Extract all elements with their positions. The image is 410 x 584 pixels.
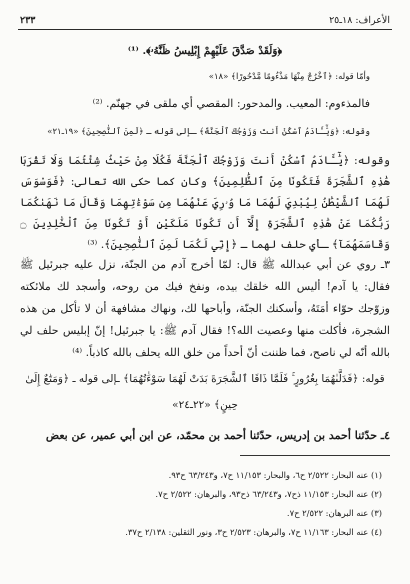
footnote-separator [240, 455, 390, 456]
verse-heading-19-21: وقوله: ﴿وَيَٰٓـَٔادَمُ ٱسْكُنْ أَنتَ وَزَوْجُكَ ٱلْجَنَّةَ﴾ ـإلى قوله ـ ﴿لَمِنَ ٱلنَّٰصِحِينَ﴾ «١٩ـ٢١» [47, 127, 370, 137]
running-head-sura: الأعراف: ١٨ـ٢٥ [329, 15, 390, 26]
footnote-4: (٤) عنه البحار: ١١/١٦٣ ح٧، والبرهان: ٢/٥٢٣ ح٣، ونور الثقلين: ٢/١٣٨ ح٣٧. [125, 527, 382, 537]
header-rule [18, 29, 392, 30]
verse-18-end: ﴿وَلَقَدْ صَدَّقَ عَلَيْهِمْ إِبْلِيسُ ظَنَّهُۥ﴾. ⁽¹⁾ [127, 45, 283, 57]
footnote-2: (٢) عنه البحار: ١١/١٥٣ ذح٧، و٦٣/٢٤٣ ذح٩٣، والبرهان: ٢/٥٢٢ ح٧. [155, 489, 382, 499]
page-number: ٢٣٣ [20, 15, 36, 26]
footnote-1: (١) عنه البحار: ٢/٥٢٢ ح٦، والبحار: ١١/١٥٣ ح٧، و٦٣/٢٤٣ ح٩٣. [168, 470, 382, 480]
footnote-3: (٣) عنه البرهان: ٢/٥٢٢ ح٧. [286, 508, 382, 518]
verse-heading-18: وأمّا قوله: ﴿ٱخْرُجْ مِنْهَا مَذْءُومًا مَّدْحُورًا﴾ «١٨» [208, 72, 370, 82]
verse-heading-22-24: قوله: ﴿فَدَلَّىٰهُمَا بِغُرُورٍ ۚ فَلَمَّا ذَاقَا ٱلشَّجَرَةَ بَدَتْ لَهُمَا سَوْءَٰتُهُمَا﴾ ـإلى قوله ـ ﴿وَمَتَٰعٌ إِلَىٰ حِينٍ﴾ «٢٢ـ٢٤» [25, 373, 385, 411]
commentary-adam-paradise: وقوله: ﴿يَٰٓـَٔادَمُ ٱسْكُنْ أَنتَ وَزَوْجُكَ ٱلْجَنَّةَ فَكُلَا مِنْ حَيْثُ شِئْتُمَا وَلَا تَقْرَبَا هَٰذِهِ ٱلشَّجَرَةَ فَتَكُونَا مِنَ ٱلظَّٰلِمِينَ﴾ وكان كما حكى الله تعالى: ﴿فَوَسْوَسَ لَهُمَا ٱلشَّيْطَٰنُ لِيُبْدِيَ لَهُمَا مَا وُۥرِيَ عَنْهُمَا مِن سَوْءَٰتِهِمَا وَقَالَ مَا نَهَىٰكُمَا رَبُّكُمَا عَنْ هَٰذِهِ ٱلشَّجَرَةِ إِلَّآ أَن تَكُونَا مَلَكَيْنِ أَوْ تَكُونَا مِنَ ٱلْخَٰلِدِينَ ۝ وَقَاسَمَهُمَآ﴾ ـأي حلف لهما ـ ﴿إِنِّي لَكُمَا لَمِنَ ٱلنَّٰصِحِينَ﴾. ⁽³⁾ [20, 154, 390, 251]
commentary-madhum: فالمذءوم: المعيب. والمدحور: المقصي أي ملقى في جهنّم. ⁽²⁾ [92, 97, 370, 110]
page-header [20, 14, 390, 28]
hadith-3: ٣ـ روي عن أبي عبدالله ﷺ قال: لمّا أخرج آدم من الجنّة، نزل عليه جبرئيل ﷺ فقال: يا آدم! أليس الله خلقك بيده، ونفخ فيك من روحه، وأسجد لك ملائكته وزوّجك حوّاء أمَتَهُ، وأسكنك الجنّة، وأباحها لك، ونهاك مشافهة أن لا تأكل من هذه الشجرة، فأكلت منها وعصيت الله؟! فقال آدم ﷺ: يا جبرئيل! إنّ إبليس حلف لي بالله أنّه لي ناصح، فما ظننت أنّ أحداً من خلق الله يحلف بالله كاذباً. ⁽⁴⁾ [20, 258, 390, 359]
hadith-4-start: ٤ـ حدّثنا أحمد بن إدريس، حدّثنا أحمد بن محمّد، عن ابن أبي عمير، عن بعض [45, 429, 390, 442]
